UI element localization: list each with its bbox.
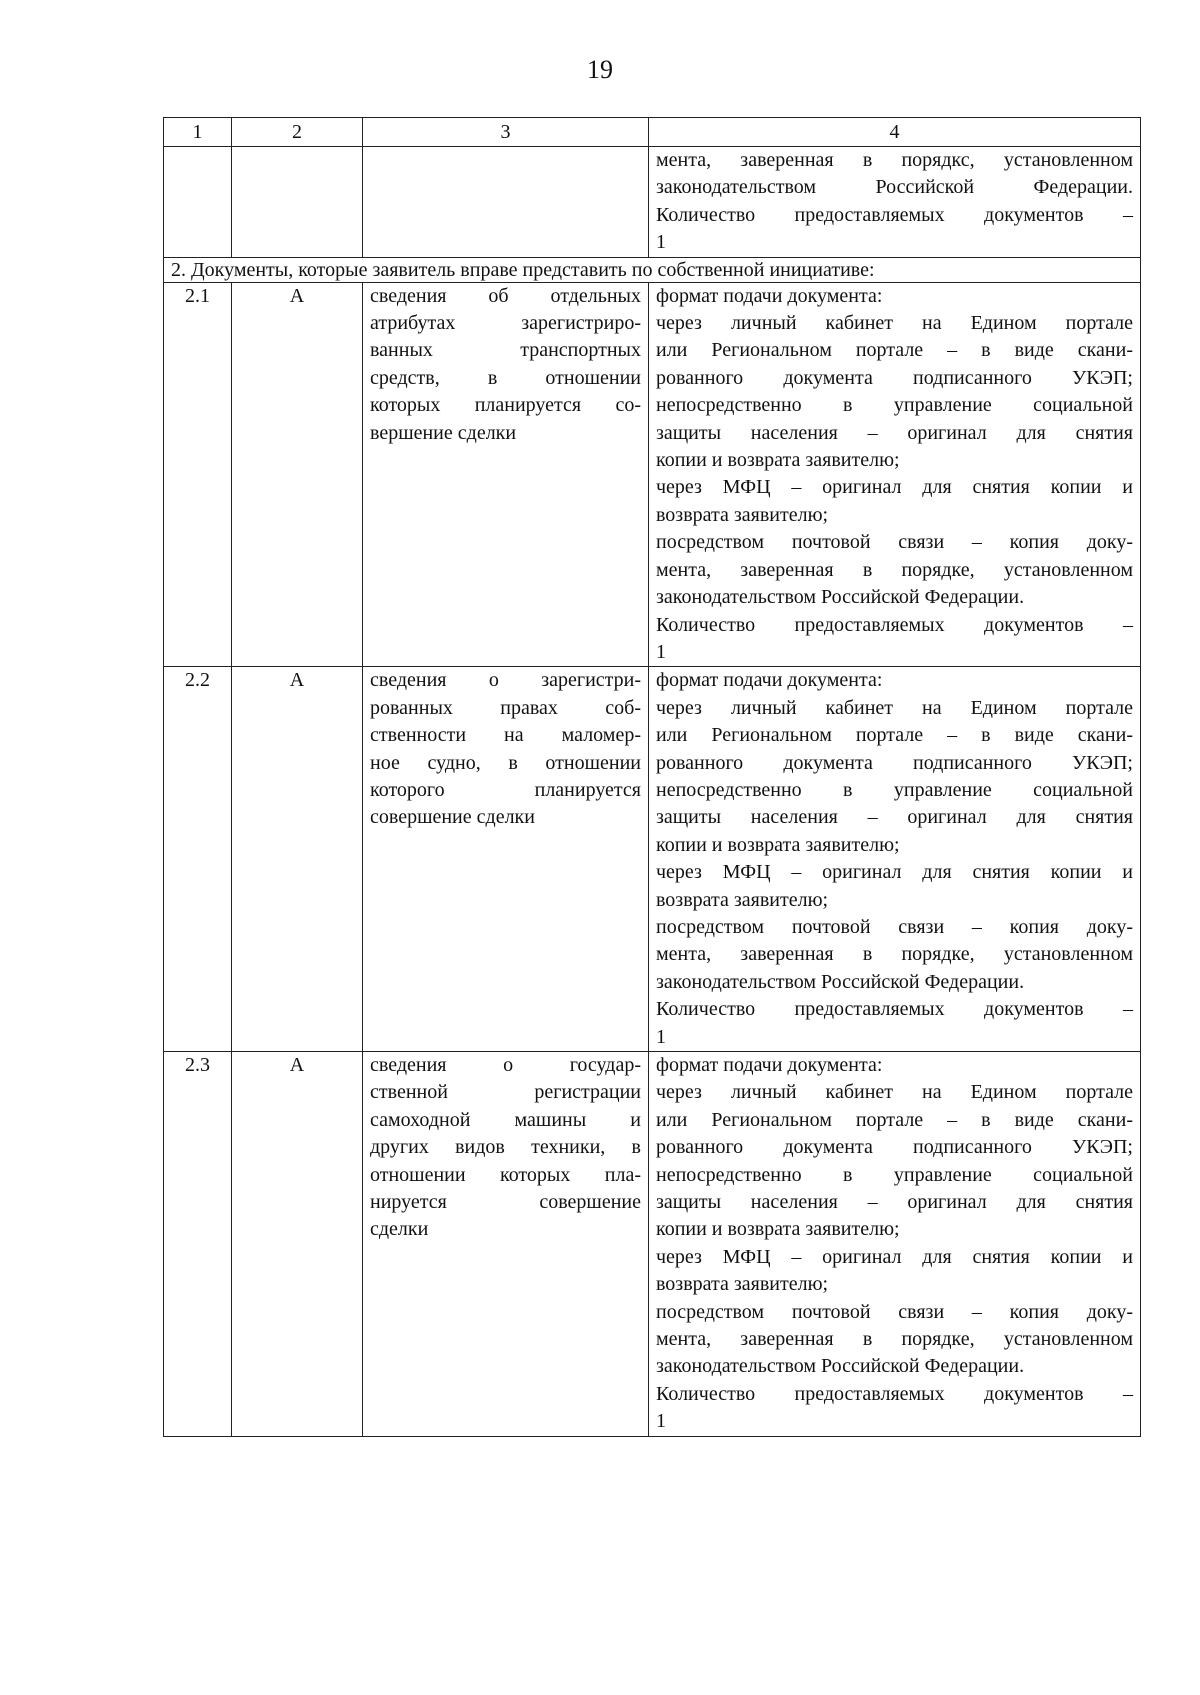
- text-line: которого планируется: [370, 778, 641, 801]
- text-line: копии и возврата заявителю;: [656, 1218, 900, 1241]
- row-category: А: [232, 282, 363, 667]
- row-submission-format: [649, 1052, 1141, 1437]
- empty-cell: [363, 147, 649, 258]
- text-line: формат подачи документа:: [656, 1054, 883, 1076]
- text-line: возврата заявителю;: [656, 1273, 829, 1296]
- text-line: формат подачи документа:: [656, 669, 883, 692]
- continuation-row: [164, 147, 1141, 258]
- text-line: ное судно, в отношении: [370, 751, 641, 774]
- text-line: мента, заверенная в порядке, установленном: [656, 943, 1133, 966]
- text-line: защиты населения – оригинал для снятия: [656, 421, 1133, 444]
- text-line: совершение сделки: [370, 806, 535, 829]
- text-line: которых планируется со-: [370, 394, 641, 417]
- text-line: мента, заверенная в порядке, установленном: [656, 558, 1133, 581]
- text-line: возврата заявителю;: [656, 503, 829, 526]
- header-cell: 1: [164, 118, 232, 147]
- text-line: отношении которых пла-: [370, 1163, 641, 1186]
- text-line: Количество предоставляемых документов –: [656, 203, 1133, 226]
- text-line: законодательством Российской Федерации.: [656, 1355, 1025, 1378]
- text-line: через МФЦ – оригинал для снятия копии и: [656, 476, 1133, 499]
- text-line: копии и возврата заявителю;: [656, 833, 900, 856]
- row-submission-format: [649, 282, 1141, 667]
- row-description: [363, 282, 649, 667]
- header-cell: 2: [232, 118, 363, 147]
- row-category: А: [232, 1052, 363, 1437]
- text-line: посредством почтовой связи – копия доку-: [656, 915, 1133, 938]
- text-line: сведения об отдельных: [370, 284, 641, 307]
- text-line: самоходной машины и: [370, 1108, 641, 1131]
- text-line: непосредственно в управление социальной: [656, 1163, 1133, 1186]
- continuation-text: [649, 147, 1141, 258]
- text-line: сведения о зарегистри-: [370, 669, 641, 692]
- text-line: других видов техники, в: [370, 1136, 641, 1159]
- header-cell: 4: [649, 118, 1141, 147]
- header-cell: 3: [363, 118, 649, 147]
- text-line: средств, в отношении: [370, 366, 641, 389]
- text-line: защиты населения – оригинал для снятия: [656, 1191, 1133, 1214]
- text-line: Количество предоставляемых документов –: [656, 613, 1133, 636]
- row-description: [363, 667, 649, 1052]
- text-line: законодательством Российской Федерации.: [656, 970, 1025, 993]
- table-row: [164, 667, 1141, 1052]
- text-line: через личный кабинет на Едином портале: [656, 312, 1133, 335]
- text-line: Количество предоставляемых документов –: [656, 1382, 1133, 1405]
- text-line: рованных правах соб-: [370, 696, 641, 719]
- text-line: непосредственно в управление социальной: [656, 778, 1133, 801]
- text-line: через МФЦ – оригинал для снятия копии и: [656, 861, 1133, 884]
- page-number: 19: [587, 55, 613, 84]
- table-header-row: [164, 118, 1141, 147]
- text-line: нируется совершение: [370, 1191, 641, 1214]
- row-number: 2.2: [164, 667, 232, 1052]
- text-line: непосредственно в управление социальной: [656, 394, 1133, 417]
- text-line: вершение сделки: [370, 421, 517, 444]
- row-submission-format: [649, 667, 1141, 1052]
- text-line: посредством почтовой связи – копия доку-: [656, 531, 1133, 554]
- text-line: мента, заверенная в порядке, установленном: [656, 1328, 1133, 1351]
- row-description: [363, 1052, 649, 1437]
- text-line: 1: [656, 1025, 666, 1048]
- row-category: А: [232, 667, 363, 1052]
- text-line: мента, заверенная в порядкс, установленном: [656, 149, 1133, 171]
- text-line: сведения о государ-: [370, 1054, 641, 1076]
- text-line: 1: [656, 1410, 666, 1433]
- text-line: или Региональном портале – в виде скани-: [656, 1108, 1133, 1131]
- row-number: 2.1: [164, 282, 232, 667]
- documents-table: [163, 117, 1141, 1437]
- text-line: рованного документа подписанного УКЭП;: [656, 1136, 1133, 1159]
- text-line: через личный кабинет на Едином портале: [656, 696, 1133, 719]
- text-line: законодательством Российской Федерации.: [656, 176, 1133, 199]
- text-line: через личный кабинет на Едином портале: [656, 1081, 1133, 1104]
- section-heading-row: [164, 257, 1141, 282]
- text-line: 1: [656, 640, 666, 663]
- text-line: или Региональном портале – в виде скани-: [656, 339, 1133, 362]
- text-line: защиты населения – оригинал для снятия: [656, 806, 1133, 829]
- text-line: Количество предоставляемых документов –: [656, 998, 1133, 1021]
- text-line: законодательством Российской Федерации.: [656, 586, 1025, 609]
- text-line: возврата заявителю;: [656, 888, 829, 911]
- text-line: 1: [656, 231, 666, 254]
- text-line: ственной регистрации: [370, 1081, 641, 1104]
- text-line: ванных транспортных: [370, 339, 641, 362]
- table-row: [164, 1052, 1141, 1437]
- section-title: 2. Документы, которые заявитель вправе представить по собственной инициативе:: [164, 257, 1141, 282]
- text-line: рованного документа подписанного УКЭП;: [656, 366, 1133, 389]
- text-line: или Региональном портале – в виде скани-: [656, 724, 1133, 747]
- empty-cell: [164, 147, 232, 258]
- text-line: атрибутах зарегистриро-: [370, 312, 641, 335]
- row-number: 2.3: [164, 1052, 232, 1437]
- table-row: [164, 282, 1141, 667]
- empty-cell: [232, 147, 363, 258]
- text-line: формат подачи документа:: [656, 284, 883, 307]
- text-line: ственности на маломер-: [370, 724, 641, 747]
- text-line: через МФЦ – оригинал для снятия копии и: [656, 1245, 1133, 1268]
- text-line: сделки: [370, 1218, 429, 1241]
- text-line: копии и возврата заявителю;: [656, 449, 900, 472]
- text-line: рованного документа подписанного УКЭП;: [656, 751, 1133, 774]
- text-line: посредством почтовой связи – копия доку-: [656, 1300, 1133, 1323]
